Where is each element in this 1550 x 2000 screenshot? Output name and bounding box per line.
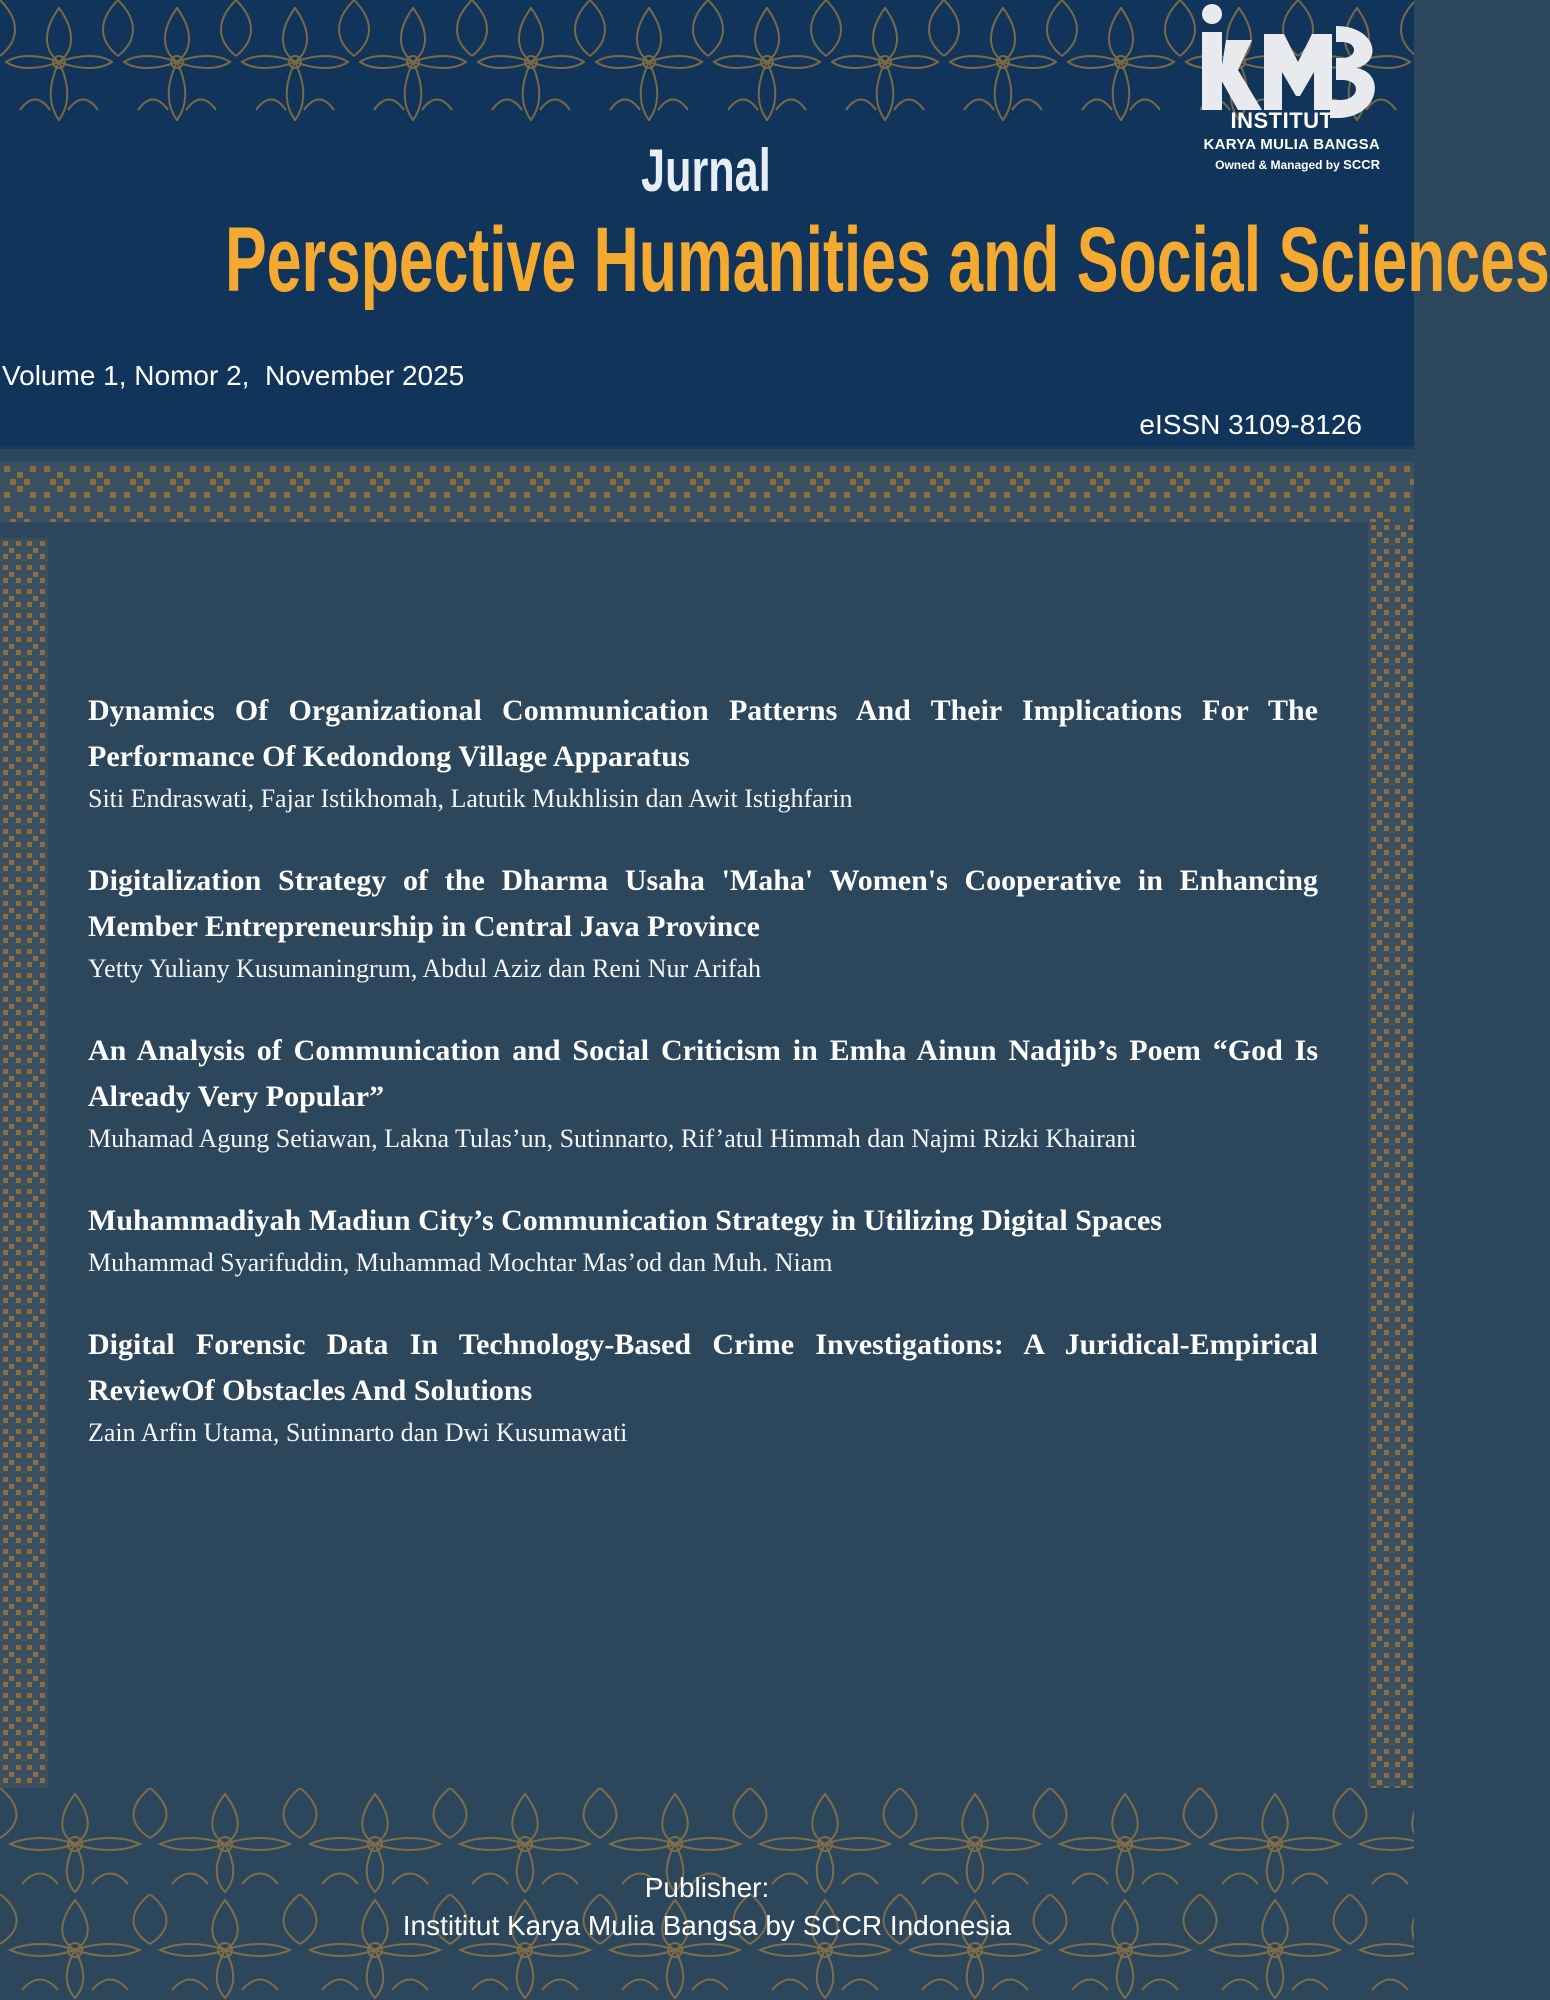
- right-geometric-border: [1368, 522, 1414, 1788]
- logo-owned-by-text: Owned & Managed by: [1215, 158, 1340, 172]
- article-title: An Analysis of Communication and Social Criticism in Emha Ainun Nadjib’s Poem “God Is Already Very Popular”: [88, 1034, 1318, 1113]
- article-authors: Zain Arfin Utama, Sutinnarto dan Dwi Kusumawati: [88, 1418, 628, 1447]
- list-item: [88, 858, 1318, 988]
- publisher-name: Instititut Karya Mulia Bangsa by SCCR Indonesia: [402, 1910, 1012, 1941]
- eissn-number: eISSN 3109-8126: [1139, 409, 1362, 440]
- volume-issue-line: Volume 1, Nomor 2, November 2025: [2, 360, 465, 391]
- cover-header: [0, 0, 1550, 448]
- list-item: [88, 688, 1318, 818]
- article-title: Muhammadiyah Madiun City’s Communication Strategy in Utilizing Digital Spaces: [88, 1204, 1162, 1237]
- journal-title: Perspective Humanities and Social Sciences: [224, 209, 1550, 311]
- article-authors: Yetty Yuliany Kusumaningrum, Abdul Aziz dan Reni Nur Arifah: [88, 954, 762, 983]
- article-authors: Muhammad Syarifuddin, Muhammad Mochtar Mas’od dan Muh. Niam: [88, 1248, 833, 1277]
- geometric-border-band: [0, 462, 1414, 522]
- sccr-mark: SCCR: [1343, 157, 1380, 172]
- jurnal-label: Jurnal: [641, 137, 771, 204]
- article-title: Dynamics Of Organizational Communication Patterns And Their Implications For The Performance Of Kedondong Village Apparatus: [88, 694, 1318, 773]
- left-geometric-border: [0, 538, 48, 1788]
- list-item: [88, 1322, 1318, 1452]
- header-divider: [0, 446, 1414, 449]
- article-authors: Muhamad Agung Setiawan, Lakna Tulas’un, Sutinnarto, Rif’atul Himmah dan Najmi Rizki Khairani: [88, 1124, 1137, 1153]
- logo-institution-name: KARYA MULIA BANGSA: [1203, 136, 1380, 153]
- article-list: [88, 688, 1318, 1492]
- list-item: [88, 1028, 1318, 1158]
- article-title: Digitalization Strategy of the Dharma Usaha 'Maha' Women's Cooperative in Enhancing Member Entrepreneurship in Central Java Province: [88, 864, 1318, 943]
- article-title: Digital Forensic Data In Technology-Based Crime Investigations: A Juridical-Empirical ReviewOf Obstacles And Solutions: [88, 1328, 1318, 1407]
- publisher-label: Publisher:: [644, 1872, 770, 1903]
- cover-footer: [0, 1788, 1414, 2000]
- list-item: [88, 1198, 1318, 1282]
- article-authors: Siti Endraswati, Fajar Istikhomah, Latutik Mukhlisin dan Awit Istighfarin: [88, 784, 853, 813]
- logo-wordmark: INSTITUT: [1230, 108, 1334, 133]
